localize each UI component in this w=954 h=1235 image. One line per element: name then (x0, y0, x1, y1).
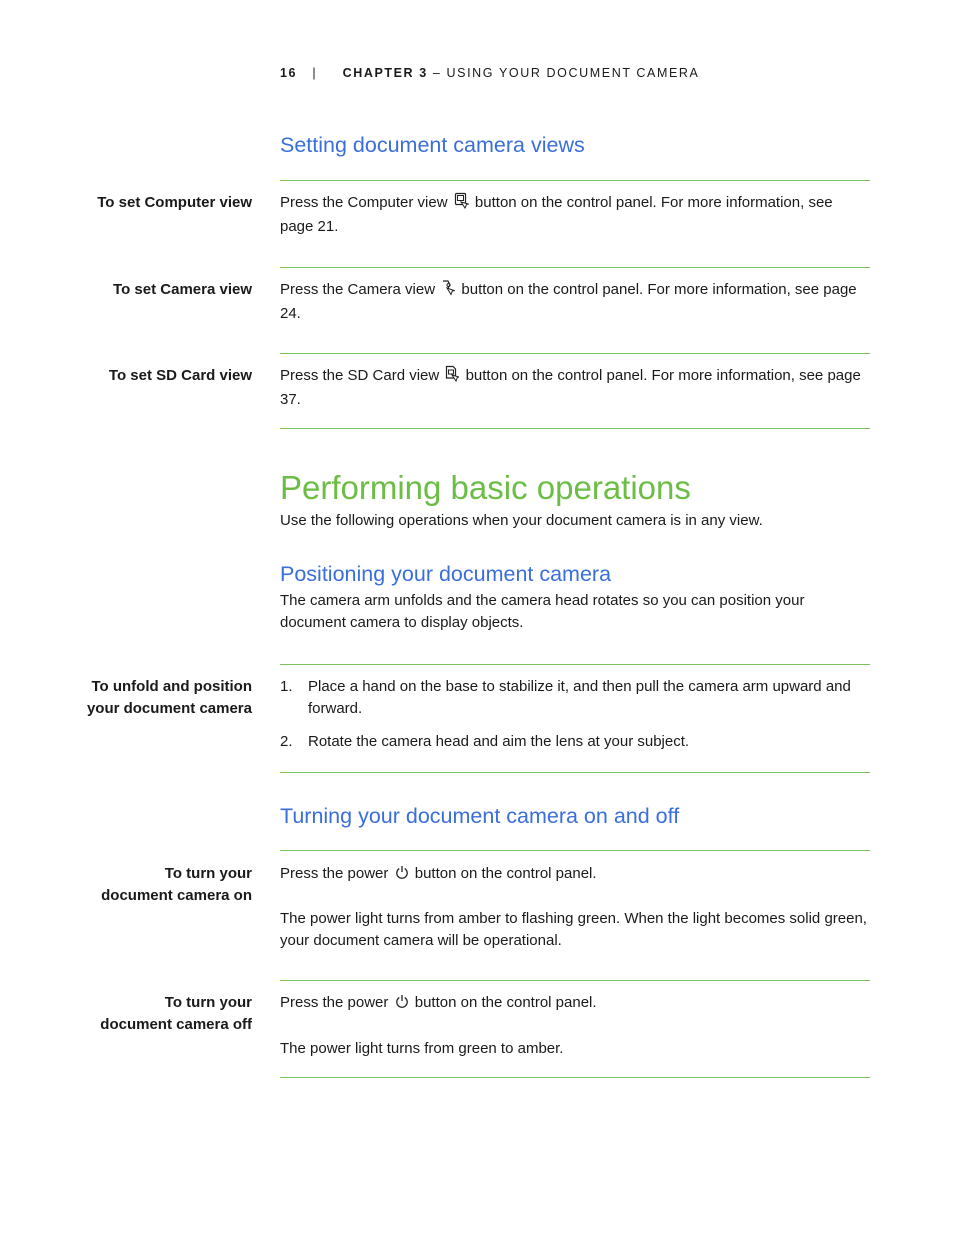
page-number: 16 (280, 66, 298, 80)
list-item (280, 676, 870, 720)
divider (280, 772, 870, 773)
camera-view-label: To set Camera view (113, 281, 252, 298)
unfold-label-line1: To unfold and position (91, 678, 252, 695)
unfold-label (87, 676, 252, 720)
sd-card-icon (445, 365, 459, 389)
turn-on-label-line2: document camera on (101, 887, 252, 904)
power-icon (395, 865, 409, 887)
turn-off-text-before: Press the power (280, 994, 389, 1011)
step-number: 2. (280, 733, 293, 750)
basic-operations-intro: Use the following operations when your document camera is in any view. (280, 512, 763, 529)
positioning-heading: Positioning your document camera (280, 562, 612, 586)
unfold-steps (280, 676, 870, 753)
camera-view-text-before: Press the Camera view (280, 281, 436, 298)
divider (280, 664, 870, 665)
turn-off-note: The power light turns from green to amber. (280, 1040, 564, 1057)
divider (280, 980, 870, 981)
computer-view-text-before: Press the Computer view (280, 194, 448, 211)
computer-view-icon (454, 192, 469, 216)
sd-card-view-text-after: button on the control panel. For more information, see page 37. (280, 367, 861, 408)
step-number: 1. (280, 678, 293, 695)
turn-on-note: The power light turns from amber to flashing green. When the light becomes solid green, your document camera will be operational. (280, 910, 867, 949)
computer-view-label: To set Computer view (97, 194, 252, 211)
sd-card-view-instructions (280, 365, 870, 411)
divider (280, 353, 870, 354)
turn-off-step (280, 992, 870, 1016)
turn-off-text-after: button on the control panel. (414, 994, 597, 1011)
sd-card-view-text-before: Press the SD Card view (280, 367, 440, 384)
camera-view-instructions (280, 279, 870, 325)
step-text: Rotate the camera head and aim the lens at your subject. (308, 733, 690, 750)
turn-off-instructions (280, 992, 870, 1060)
unfold-label-line2: your document camera (86, 700, 252, 717)
divider (280, 267, 870, 268)
chapter-label: CHAPTER 3 (342, 66, 428, 80)
turn-on-label (101, 863, 252, 907)
steps-list (280, 676, 870, 753)
positioning-intro: The camera arm unfolds and the camera head rotates so you can position your document camera to display objects. (280, 592, 805, 631)
turn-off-label (100, 992, 252, 1036)
running-header (280, 66, 699, 80)
turn-off-label-line2: document camera off (100, 1016, 252, 1033)
power-heading: Turning your document camera on and off (280, 804, 680, 828)
divider (280, 428, 870, 429)
sd-card-view-label: To set SD Card view (108, 367, 252, 384)
turn-on-label-line1: To turn your (164, 865, 252, 882)
list-item (280, 731, 870, 753)
turn-on-text-before: Press the power (280, 865, 389, 882)
power-icon (395, 994, 409, 1016)
divider (280, 850, 870, 851)
turn-off-label-line1: To turn your (164, 994, 252, 1011)
computer-view-instructions (280, 192, 870, 238)
chapter-title: – USING YOUR DOCUMENT CAMERA (432, 66, 700, 80)
basic-operations-heading: Performing basic operations (280, 469, 691, 506)
turn-on-text-after: button on the control panel. (414, 865, 597, 882)
camera-view-icon (441, 279, 455, 303)
computer-view-text-after: button on the control panel. For more information, see page 21. (280, 194, 833, 235)
divider (280, 180, 870, 181)
divider (280, 1077, 870, 1078)
views-heading: Setting document camera views (280, 133, 585, 157)
turn-on-instructions (280, 863, 870, 952)
turn-on-step (280, 863, 870, 887)
camera-view-text-after: button on the control panel. For more information, see page 24. (280, 281, 857, 322)
step-text: Place a hand on the base to stabilize it, and then pull the camera arm upward and forward. (308, 678, 851, 717)
header-separator: | (312, 66, 318, 80)
